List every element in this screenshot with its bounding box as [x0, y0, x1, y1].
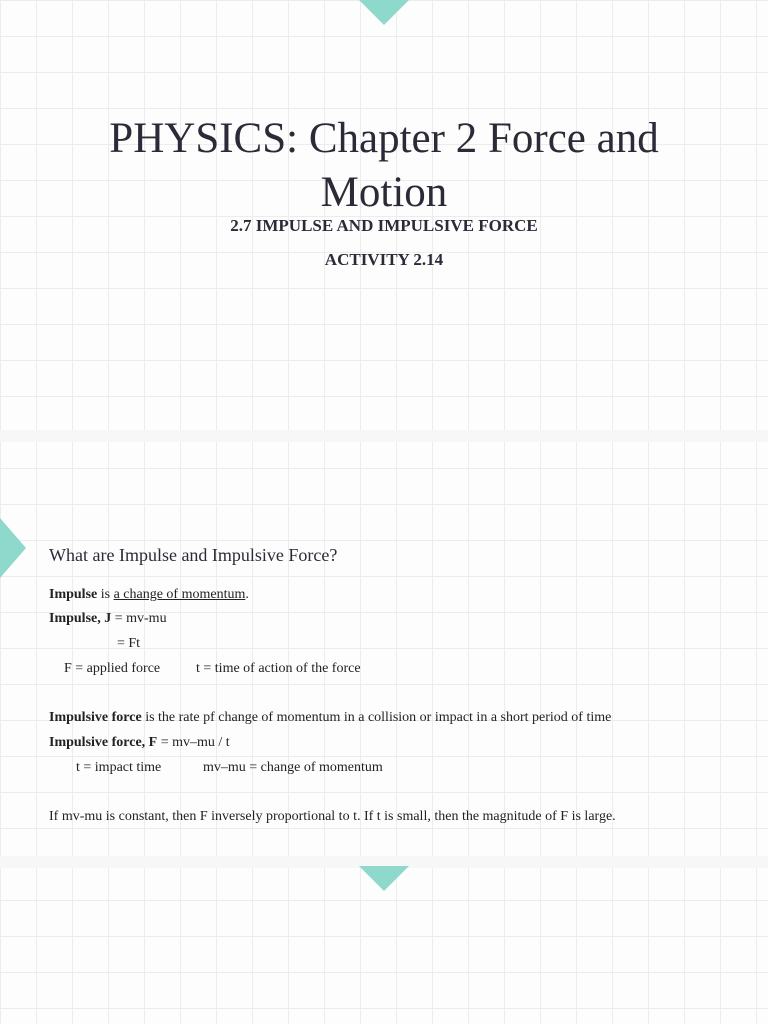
variable-momentum-change: mv–mu = change of momentum — [203, 760, 383, 775]
impulsive-force-formula-label: Impulsive force, F — [49, 735, 158, 750]
text: = mv–mu / t — [157, 735, 230, 750]
slide-divider — [0, 430, 768, 442]
decorative-triangle-icon — [359, 0, 409, 25]
text: is — [97, 587, 114, 602]
variable-t-impact: t = impact time — [76, 760, 162, 775]
section-subtitle: 2.7 IMPULSE AND IMPULSIVE FORCE — [230, 216, 538, 235]
impulsive-force-term: Impulsive force — [49, 710, 142, 725]
impulse-term: Impulse — [49, 587, 98, 602]
impulse-formula-alt: = Ft — [117, 636, 141, 651]
activity-label: ACTIVITY 2.14 — [324, 250, 444, 269]
text: . — [245, 587, 249, 602]
text: is the rate pf change of momentum in a collision or impact in a short period of time — [141, 710, 612, 725]
impulse-definition-text: a change of momentum — [113, 587, 246, 602]
impulse-formula-label: Impulse, J — [49, 611, 112, 626]
impulse-definition — [49, 587, 249, 603]
impulse-formula — [49, 611, 167, 627]
decorative-triangle-icon — [0, 518, 26, 578]
impulsive-force-definition — [49, 710, 611, 726]
slide-content — [0, 442, 768, 856]
slide-title — [0, 0, 768, 430]
impulsive-force-formula — [49, 735, 230, 751]
slide-heading: What are Impulse and Impulsive Force? — [49, 545, 338, 565]
text: = mv-mu — [111, 611, 167, 626]
variable-f: F = applied force — [64, 661, 161, 676]
page-title: PHYSICS: Chapter 2 Force and Motion — [109, 115, 659, 216]
decorative-triangle-icon — [359, 866, 409, 891]
conclusion-text: If mv-mu is constant, then F inversely proportional to t. If t is small, then the magnitude of F is large. — [49, 809, 616, 824]
variable-t: t = time of action of the force — [196, 661, 361, 676]
